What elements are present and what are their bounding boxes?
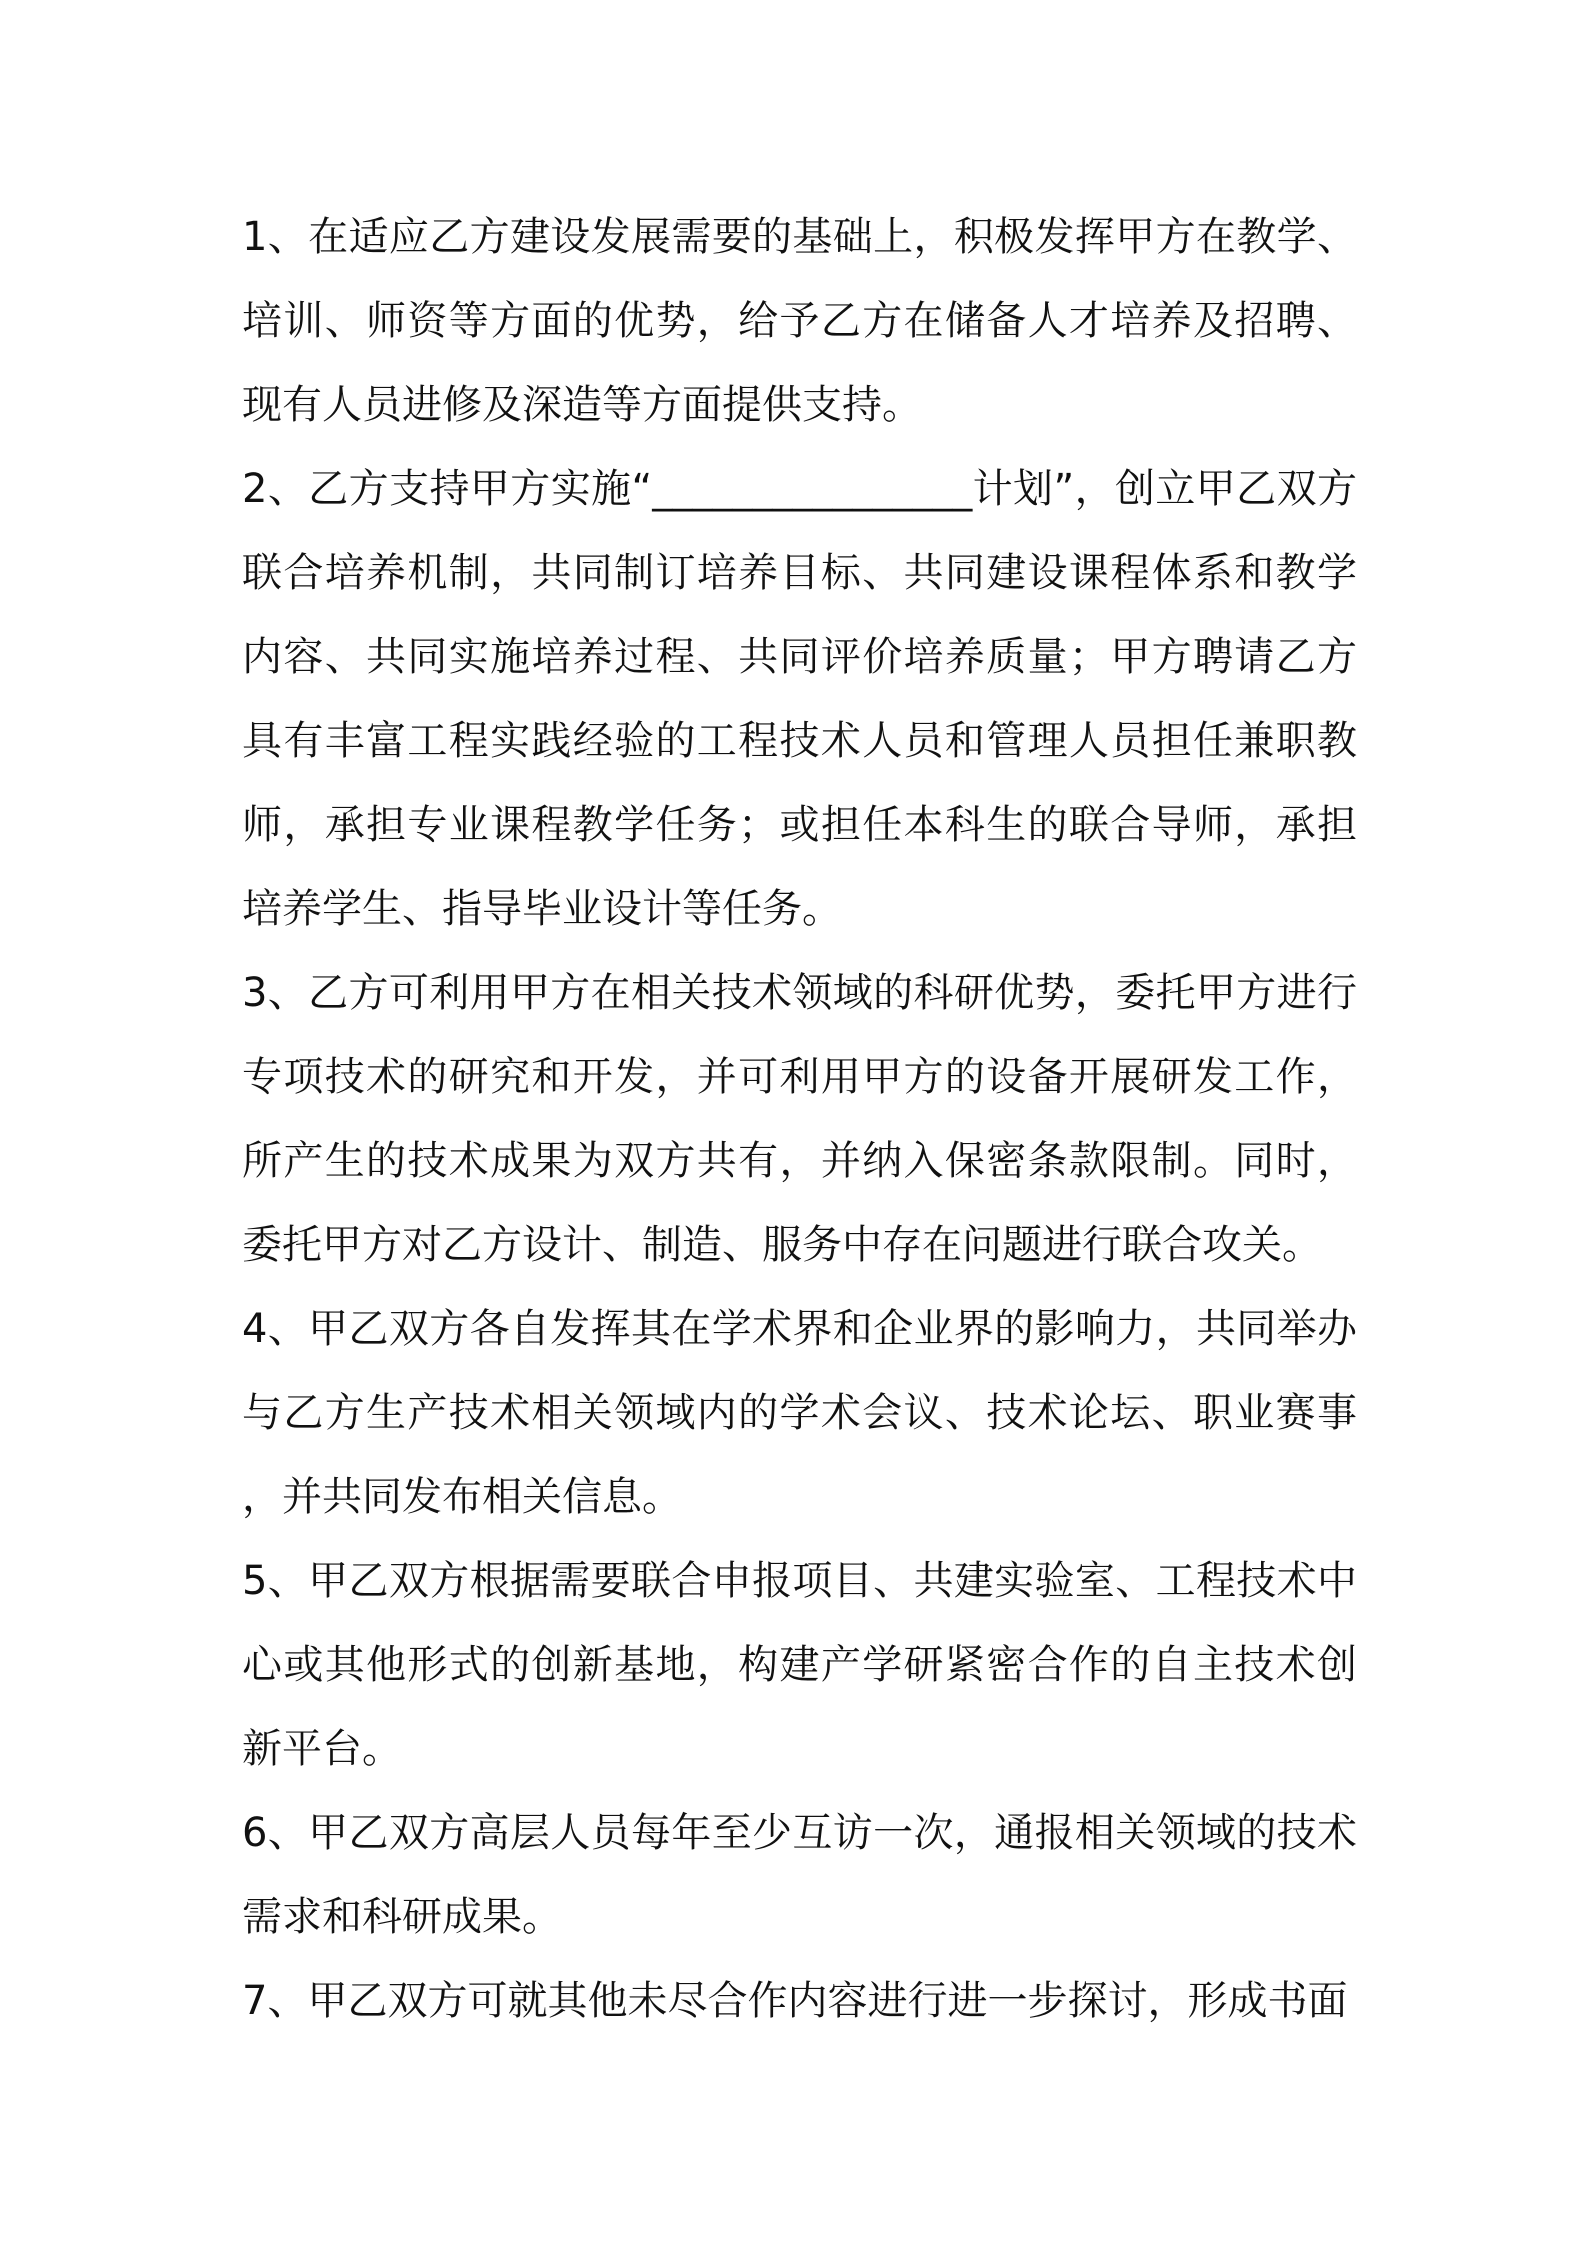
clause-1: [242, 195, 1357, 447]
clause-4: [242, 1287, 1357, 1539]
clause-text: 甲乙双方各自发挥其在学术界和企业界的影响力，共同举办与乙方生产技术相关领域内的学术会议、技术论坛、职业赛事，并共同发布相关信息。: [242, 1306, 1358, 1520]
clause-number: 1、: [242, 214, 309, 260]
document-body: [242, 195, 1357, 2043]
clause-text: 在适应乙方建设发展需要的基础上，积极发挥甲方在教学、培训、师资等方面的优势，给予乙方在储备人才培养及招聘、现有人员进修及深造等方面提供支持。: [242, 214, 1358, 428]
clause-number: 7、: [242, 1978, 308, 2024]
clause-text: 甲乙双方根据需要联合申报项目、共建实验室、工程技术中心或其他形式的创新基地，构建产学研紧密合作的自主技术创新平台。: [242, 1558, 1358, 1772]
clause-number: 6、: [242, 1810, 309, 1856]
clause-text: 乙方可利用甲方在相关技术领域的科研优势，委托甲方进行专项技术的研究和开发，并可利用甲方的设备开展研发工作，所产生的技术成果为双方共有，并纳入保密条款限制。同时，委托甲方对乙方设计、制造、服务中存在问题进行联合攻关。: [242, 970, 1358, 1268]
clause-7: [242, 1959, 1357, 2043]
clause-6: [242, 1791, 1357, 1959]
clause-number: 5、: [242, 1558, 309, 1604]
clause-5: [242, 1539, 1357, 1791]
clause-3: [242, 951, 1357, 1287]
clause-number: 4、: [242, 1306, 309, 1352]
clause-number: 3、: [242, 970, 309, 1016]
clause-number: 2、: [242, 466, 309, 512]
clause-text: 甲乙双方高层人员每年至少互访一次，通报相关领域的技术需求和科研成果。: [242, 1810, 1358, 1940]
clause-text: 乙方支持甲方实施“________________计划”，创立甲乙双方联合培养机制，共同制订培养目标、共同建设课程体系和教学内容、共同实施培养过程、共同评价培养质量；甲方聘请乙方具有丰富工程实践经验的工程技术人员和管理人员担任兼职教师，承担专业课程教学任务；或担任本科生的联合导师，承担培养学生、指导毕业设计等任务。: [242, 466, 1357, 932]
clause-2: [242, 447, 1357, 951]
clause-text: 甲乙双方可就其他未尽合作内容进行进一步探讨，形成书面: [307, 1978, 1348, 2024]
